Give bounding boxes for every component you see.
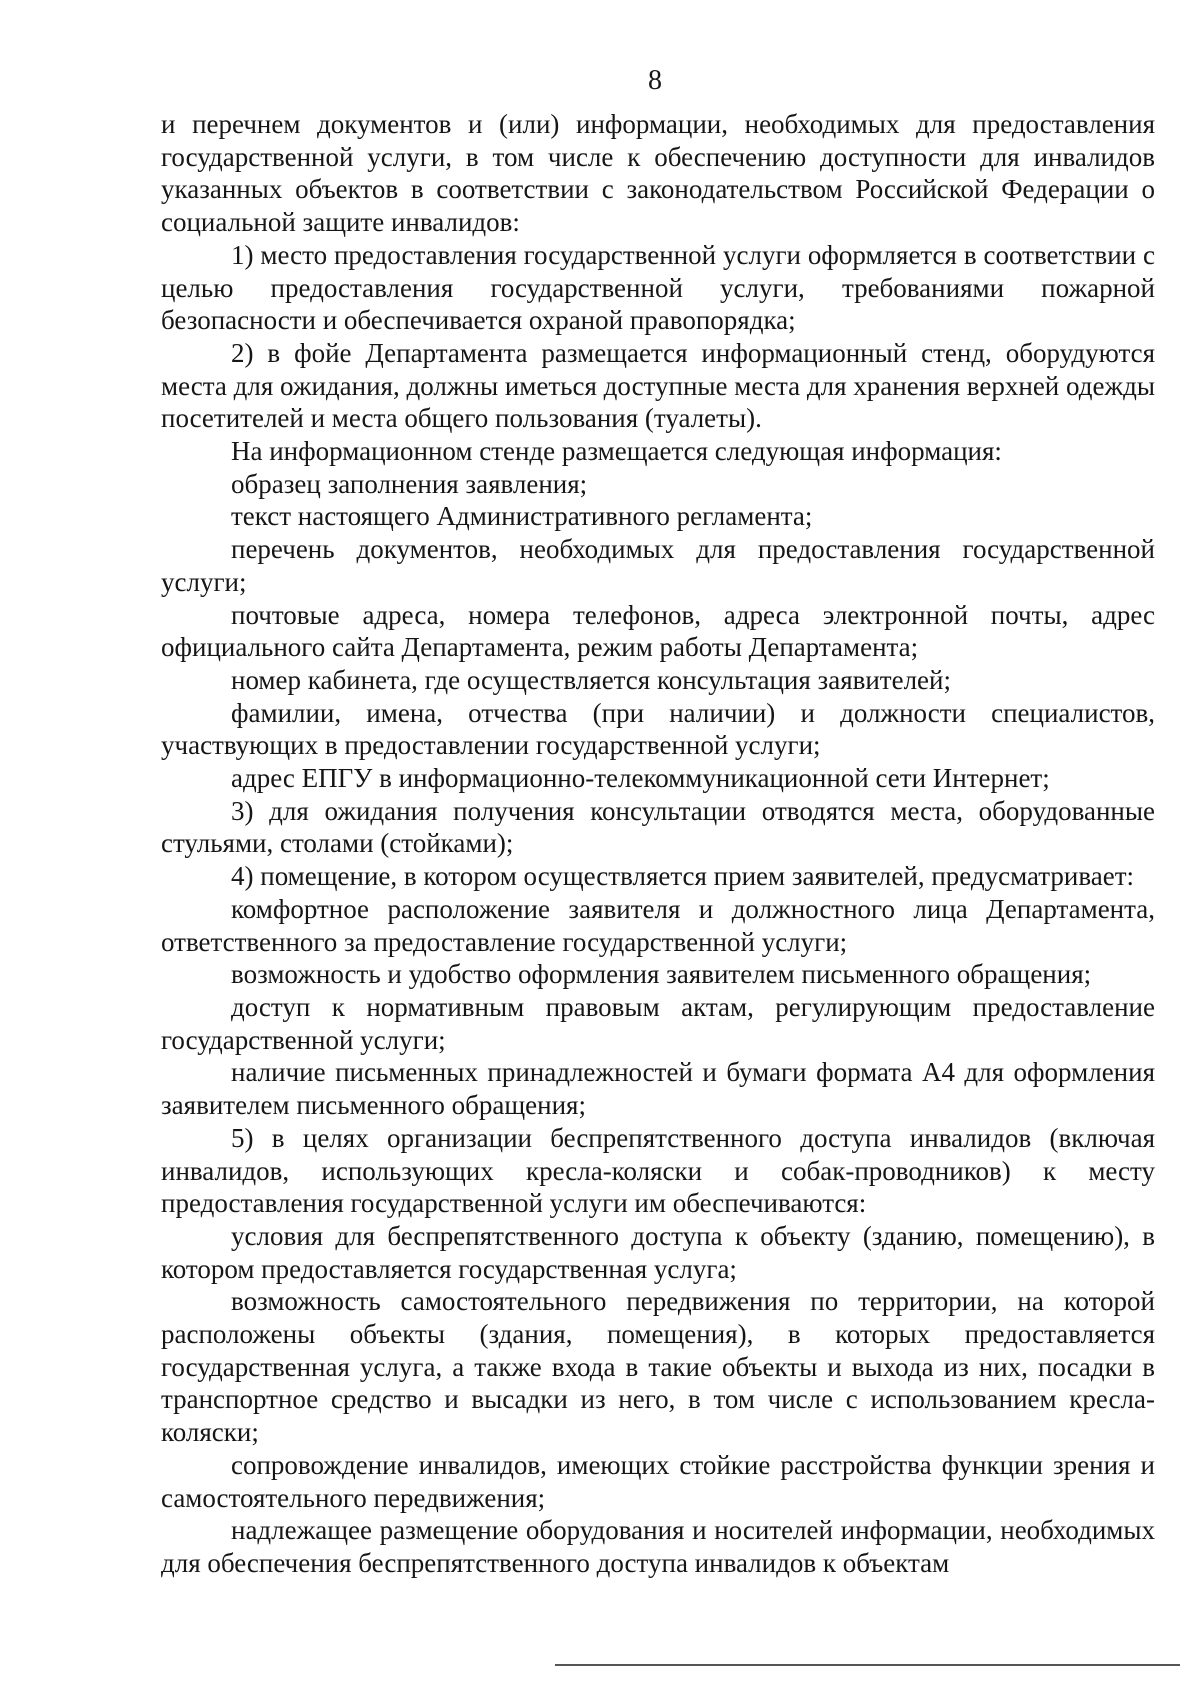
paragraph: 5) в целях организации беспрепятственного доступа инвалидов (включая инвалидов, использующих кресла-коляски и собак-проводников) к месту предоставления государственной услуги им обеспечиваются: [161, 1122, 1155, 1219]
paragraph: почтовые адреса, номера телефонов, адреса электронной почты, адрес официального сайта Департамента, режим работы Департамента; [161, 599, 1155, 663]
paragraph: 3) для ожидания получения консультации отводятся места, оборудованные стульями, столами (стойками); [161, 795, 1155, 859]
paragraph: комфортное расположение заявителя и должностного лица Департамента, ответственного за предоставление государственной услуги; [161, 893, 1155, 957]
paragraph: возможность и удобство оформления заявителем письменного обращения; [231, 959, 1092, 990]
paragraph: номер кабинета, где осуществляется консультация заявителей; [231, 664, 951, 695]
footer-rule [555, 1664, 1180, 1666]
paragraph: 2) в фойе Департамента размещается информационный стенд, оборудуются места для ожидания, должны иметься доступные места для хранения верхней одежды посетителей и места общего пользования (туалеты). [161, 337, 1155, 434]
paragraph: надлежащее размещение оборудования и носителей информации, необходимых для обеспечения беспрепятственного доступа инвалидов к объектам [161, 1515, 1155, 1578]
paragraph: и перечнем документов и (или) информации, необходимых для предоставления государственной услуги, в том числе к обеспечению доступности для инвалидов указанных объектов в соответствии с законодательством Российской Федерации о социальной защите инвалидов: [161, 109, 1155, 238]
paragraph: доступ к нормативным правовым актам, регулирующим предоставление государственной услуги; [161, 991, 1155, 1055]
paragraph: текст настоящего Административного регламента; [231, 501, 813, 532]
page-number: 8 [648, 65, 662, 96]
paragraph: возможность самостоятельного передвижения по территории, на которой расположены объекты (здания, помещения), в которых предоставляется государственная услуга, а также входа в такие объекты и выхода из них, посадки в транспортное средство и высадки из него, в том числе с использованием кресла-коляски; [161, 1286, 1155, 1448]
paragraph: образец заполнения заявления; [231, 468, 588, 499]
paragraph: фамилии, имена, отчества (при наличии) и должности специалистов, участвующих в предоставлении государственной услуги; [161, 697, 1155, 761]
paragraph: 4) помещение, в котором осуществляется прием заявителей, предусматривает: [231, 861, 1135, 892]
paragraph: наличие письменных принадлежностей и бумаги формата А4 для оформления заявителем письменного обращения; [161, 1057, 1155, 1121]
paragraph: условия для беспрепятственного доступа к объекту (зданию, помещению), в котором предоставляется государственная услуга; [161, 1220, 1155, 1284]
paragraph: перечень документов, необходимых для предоставления государственной услуги; [161, 534, 1155, 597]
document-body [161, 108, 1155, 1580]
paragraph: адрес ЕПГУ в информационно-телекоммуникационной сети Интернет; [231, 763, 1050, 794]
paragraph: сопровождение инвалидов, имеющих стойкие расстройства функции зрения и самостоятельного передвижения; [161, 1449, 1155, 1513]
paragraph: 1) место предоставления государственной услуги оформляется в соответствии с целью предоставления государственной услуги, требованиями пожарной безопасности и обеспечивается охраной правопорядка; [161, 239, 1155, 336]
paragraph: На информационном стенде размещается следующая информация: [231, 436, 1002, 467]
